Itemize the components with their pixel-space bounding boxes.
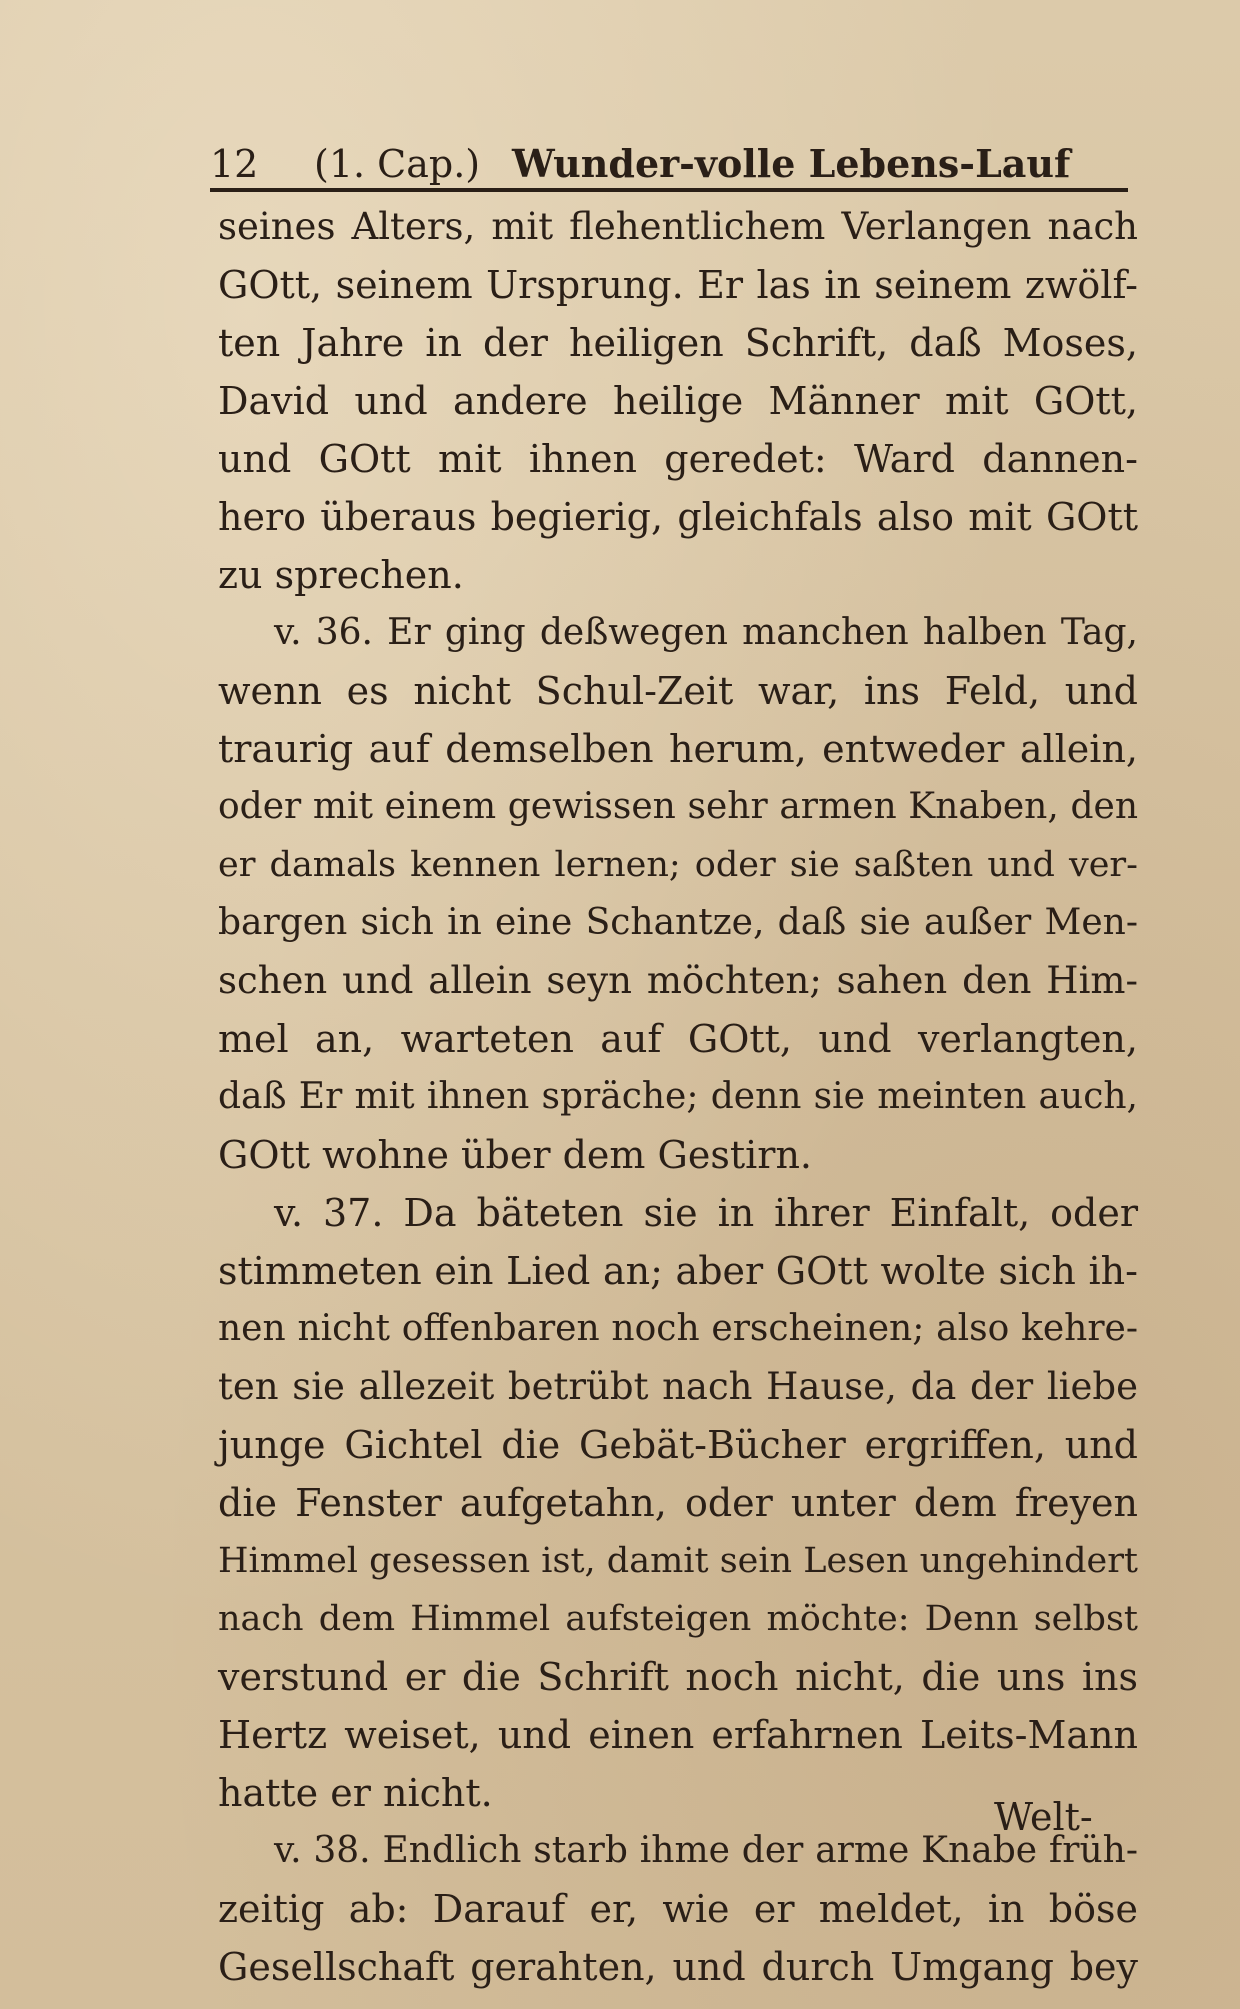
text-line: Himmel gesessen ist, damit sein Lesen ungehindert xyxy=(218,1541,1138,1581)
text-line: mel an, warteten auf GOtt, und verlangten, xyxy=(218,1017,1138,1061)
text-line: GOtt wohne über dem Gestirn. xyxy=(218,1133,812,1177)
text-line: bargen sich in eine Schantze, daß sie außer Men- xyxy=(218,902,1138,943)
text-line: ten sie allezeit betrübt nach Hause, da der liebe xyxy=(218,1365,1138,1408)
text-line: Hertz weiset, und einen erfahrnen Leits-Mann xyxy=(218,1713,1138,1757)
text-line: wenn es nicht Schul-Zeit war, ins Feld, und xyxy=(218,669,1138,713)
text-line: die Fenster aufgetahn, oder unter dem freyen xyxy=(218,1481,1138,1525)
text-line: hero überaus begierig, gleichfals also mit GOtt xyxy=(218,495,1138,539)
text-line: ten Jahre in der heiligen Schrift, daß Moses, xyxy=(218,321,1138,365)
text-line: schen und allein seyn möchten; sahen den Him- xyxy=(218,959,1138,1002)
text-line: nach dem Himmel aufsteigen möchte: Denn selbst xyxy=(218,1599,1138,1639)
verse-36-start: v. 36. Er ging deßwegen manchen halben Tag, xyxy=(274,612,1138,653)
text-line: zu sprechen. xyxy=(218,553,464,597)
text-line: Gesellschaft gerahten, und durch Umgang bey xyxy=(218,1945,1138,1989)
text-line: und GOtt mit ihnen geredet: Ward dannen- xyxy=(218,437,1138,481)
verse-38-start: v. 38. Endlich starb ihme der arme Knabe früh- xyxy=(274,1830,1138,1871)
text-line: seines Alters, mit flehentlichem Verlangen nach xyxy=(218,205,1138,248)
text-line: stimmeten ein Lied an; aber GOtt wolte sich ih- xyxy=(218,1249,1138,1293)
page-number: 12 xyxy=(210,142,259,186)
text-line: oder mit einem gewissen sehr armen Knaben, den xyxy=(218,786,1138,827)
verse-37-start: v. 37. Da bäteten sie in ihrer Einfalt, oder xyxy=(274,1191,1138,1235)
text-line: daß Er mit ihnen spräche; denn sie meinten auch, xyxy=(218,1076,1138,1117)
text-line: GOtt, seinem Ursprung. Er las in seinem zwölf- xyxy=(218,263,1138,307)
text-line: er damals kennen lernen; oder sie saßten und ver- xyxy=(218,845,1138,885)
text-line: junge Gichtel die Gebät-Bücher ergriffen, und xyxy=(218,1423,1138,1467)
text-line: verstund er die Schrift noch nicht, die uns ins xyxy=(218,1655,1138,1699)
catchword: Welt- xyxy=(994,1795,1093,1839)
text-line: nen nicht offenbaren noch erscheinen; also kehre- xyxy=(218,1308,1138,1349)
header-rule xyxy=(210,188,1128,192)
running-title: Wunder-volle Lebens-Lauf xyxy=(512,141,1071,186)
text-line: hatte er nicht. xyxy=(218,1771,493,1815)
running-header xyxy=(210,138,1130,190)
text-line: traurig auf demselben herum, entweder allein, xyxy=(218,727,1138,771)
body-text xyxy=(218,198,1138,1996)
text-line: zeitig ab: Darauf er, wie er meldet, in böse xyxy=(218,1887,1138,1931)
chapter-reference: (1. Cap.) xyxy=(314,142,481,186)
text-line: David und andere heilige Männer mit GOtt, xyxy=(218,379,1138,423)
